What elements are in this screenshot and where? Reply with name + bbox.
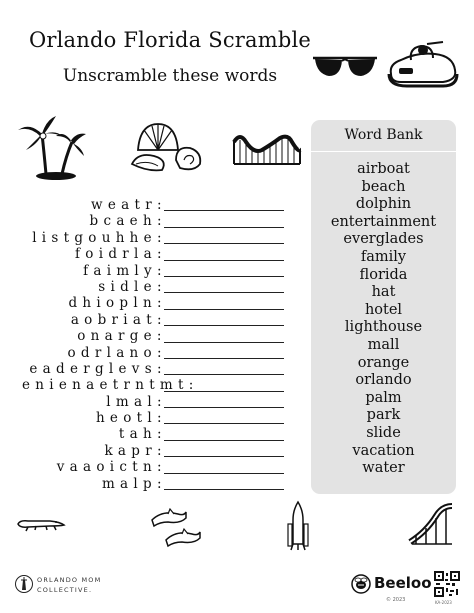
bumper-car-icon bbox=[387, 40, 459, 88]
word-bank-list bbox=[311, 161, 456, 478]
word-bank-item: everglades bbox=[343, 231, 424, 248]
word-bank-item: beach bbox=[361, 178, 406, 195]
copyright: © 2023 bbox=[386, 597, 406, 603]
scrambled-word: b c a e h : bbox=[89, 213, 162, 230]
word-bank-divider bbox=[311, 151, 456, 152]
answer-line[interactable] bbox=[164, 246, 284, 262]
word-bank-title: Word Bank bbox=[344, 127, 423, 143]
scrambled-word: l m a l : bbox=[106, 393, 162, 410]
scrambled-word: o n a r g e : bbox=[77, 328, 162, 345]
word-bank-item: family bbox=[360, 248, 407, 265]
answer-line[interactable] bbox=[164, 459, 284, 475]
answer-line[interactable] bbox=[164, 213, 284, 229]
word-bank-item: palm bbox=[365, 389, 402, 406]
word-bank-item: orlando bbox=[355, 372, 412, 389]
word-bank bbox=[311, 120, 456, 494]
scrambled-word: t a h : bbox=[118, 426, 162, 443]
word-bank-item: slide bbox=[366, 424, 401, 441]
word-bank-item: hotel bbox=[364, 301, 403, 318]
word-bank-item: orange bbox=[357, 354, 410, 371]
palm-trees-icon bbox=[16, 112, 88, 182]
page-subtitle: Unscramble these words bbox=[62, 66, 278, 86]
word-bank-item: dolphin bbox=[355, 196, 412, 213]
answer-line[interactable] bbox=[164, 394, 284, 410]
org-name-line1: ORLANDO MOM bbox=[37, 576, 102, 584]
scrambled-word: h e o t l : bbox=[95, 410, 162, 427]
scrambled-word: o d r l a n o : bbox=[67, 344, 162, 361]
word-bank-item: florida bbox=[359, 266, 408, 283]
answer-line[interactable] bbox=[164, 361, 284, 377]
product-code: KA-2023 bbox=[435, 600, 452, 605]
brand-name: Beeloo bbox=[374, 574, 432, 592]
scrambled-words-list bbox=[22, 197, 194, 492]
answer-line[interactable] bbox=[164, 263, 284, 279]
answer-line[interactable] bbox=[164, 443, 284, 459]
qr-code-icon bbox=[434, 571, 460, 597]
answer-line[interactable] bbox=[164, 410, 284, 426]
answer-line[interactable] bbox=[164, 312, 284, 328]
seashells-icon bbox=[128, 120, 204, 174]
word-bank-item: park bbox=[366, 407, 401, 424]
answer-line[interactable] bbox=[164, 426, 284, 442]
scrambled-word: w e a t r : bbox=[91, 197, 162, 213]
bee-logo-icon bbox=[351, 574, 371, 594]
word-bank-item: lighthouse bbox=[344, 319, 423, 336]
answer-line[interactable] bbox=[164, 328, 284, 344]
space-shuttle-icon bbox=[287, 500, 309, 552]
roller-coaster-icon bbox=[232, 130, 302, 166]
page-title: Orlando Florida Scramble bbox=[28, 28, 312, 52]
word-bank-item: entertainment bbox=[330, 213, 437, 230]
scrambled-word: a o b r i a t : bbox=[70, 311, 162, 328]
scrambled-word: v a a o i c t n : bbox=[56, 459, 162, 476]
answer-line[interactable] bbox=[164, 377, 284, 393]
word-bank-item: airboat bbox=[357, 161, 410, 177]
word-bank-item: vacation bbox=[352, 442, 415, 459]
alligator-icon bbox=[16, 516, 66, 532]
scrambled-word: d h i o p l n : bbox=[68, 295, 162, 312]
scrambled-word: m a l p : bbox=[101, 475, 162, 492]
dolphins-icon bbox=[150, 508, 202, 548]
scrambled-word: e n i e n a e t r n t m t : bbox=[22, 377, 194, 394]
answer-line[interactable] bbox=[164, 476, 284, 492]
word-bank-item: hat bbox=[371, 284, 396, 301]
answer-line[interactable] bbox=[164, 295, 284, 311]
scrambled-word: s i d l e : bbox=[98, 278, 162, 295]
answer-lines bbox=[164, 197, 284, 492]
answer-line[interactable] bbox=[164, 279, 284, 295]
word-bank-item: water bbox=[362, 460, 405, 477]
water-slide-icon bbox=[406, 502, 456, 546]
answer-line[interactable] bbox=[164, 230, 284, 246]
answer-line[interactable] bbox=[164, 197, 284, 213]
answer-line[interactable] bbox=[164, 345, 284, 361]
scrambled-word: k a p r : bbox=[104, 442, 162, 459]
lighthouse-logo-icon bbox=[15, 574, 33, 594]
scrambled-word: l i s t g o u h h e : bbox=[32, 229, 162, 246]
org-name-line2: COLLECTIVE. bbox=[37, 586, 93, 594]
scrambled-word: e a d e r g l e v s : bbox=[29, 360, 162, 377]
scrambled-word: f o i d r l a : bbox=[75, 246, 162, 263]
scrambled-word: f a i m l y : bbox=[83, 262, 162, 279]
word-bank-item: mall bbox=[367, 336, 400, 353]
sunglasses-icon bbox=[311, 54, 379, 80]
